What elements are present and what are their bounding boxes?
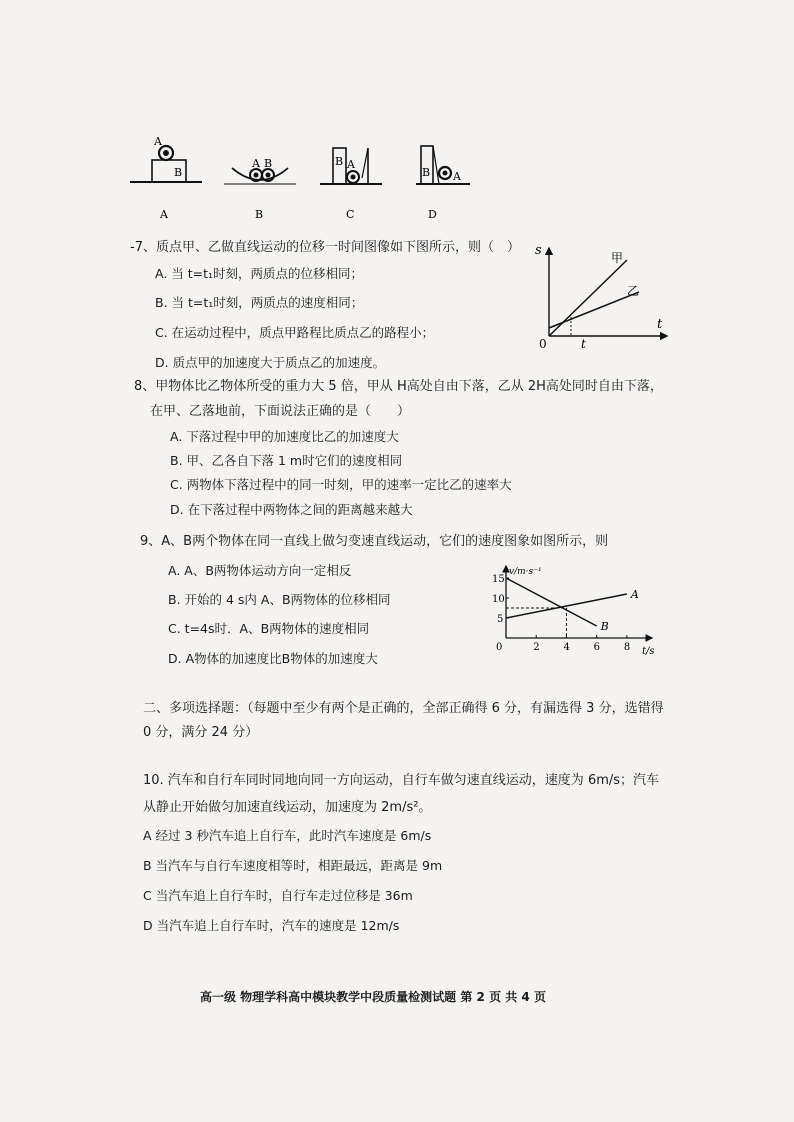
figure-c xyxy=(320,148,382,184)
vt-series-label-b: B xyxy=(600,620,609,633)
vt-y-label: v/m·s⁻¹ xyxy=(509,567,542,577)
figure-option-c: C xyxy=(346,208,355,221)
q7-stem: -7、质点甲、乙做直线运动的位移一时间图像如下图所示，则（ ） xyxy=(130,240,520,255)
vt-x-tick-label-0: 0 xyxy=(496,642,503,653)
q9-option-d: D. A物体的加速度比B物体的加速度大 xyxy=(168,651,378,666)
q7-origin: 0 xyxy=(539,337,547,351)
q9-option-b: B. 开始的 4 s内 A、B两物体的位移相同 xyxy=(168,592,391,607)
figure-a-label-a: A xyxy=(154,135,162,148)
q7-line-jia xyxy=(549,260,627,336)
figure-c-label-b: B xyxy=(335,155,344,168)
q8-option-b: B. 甲、乙各自下落 1 m时它们的速度相同 xyxy=(170,453,403,468)
q8-option-d: D. 在下落过程中两物体之间的距离越来越大 xyxy=(170,502,413,517)
q7-y-label: s xyxy=(535,243,542,258)
q10-stem-line1: 10. 汽车和自行车同时同地向同一方向运动，自行车做匀速直线运动，速度为 6m/s；汽车 xyxy=(143,773,660,788)
figure-c-label-a: A xyxy=(347,158,355,171)
section2-line1: 二、多项选择题：（每题中至少有两个是正确的，全部正确得 6 分，有漏选得 3 分，选错得 xyxy=(143,701,664,716)
q8-stem-line1: 8、甲物体比乙物体所受的重力大 5 倍，甲从 H高处自由下落，乙从 2H高处同时自由下落， xyxy=(134,379,663,394)
q10-option-c: C 当汽车追上自行车时，自行车走过位移是 36m xyxy=(143,888,413,903)
figure-b-label-b: B xyxy=(264,157,273,170)
q10-option-b: B 当汽车与自行车速度相等时，相距最远，距离是 9m xyxy=(143,858,443,873)
q8-option-c: C. 两物体下落过程中的同一时刻，甲的速率一定比乙的速率大 xyxy=(170,477,512,492)
section2-line2: 0 分，满分 24 分） xyxy=(143,725,259,740)
q10-stem-line2: 从静止开始做匀加速直线运动，加速度为 2m/s²。 xyxy=(143,800,432,815)
figure-option-d: D xyxy=(428,208,437,221)
figure-b xyxy=(224,157,296,184)
q7-option-d: D. 质点甲的加速度大于质点乙的加速度。 xyxy=(155,355,386,370)
q9-stem: 9、A、B两个物体在同一直线上做匀变速直线运动，它们的速度图象如图所示，则 xyxy=(140,534,609,549)
vt-x-tick-label-2: 2 xyxy=(533,642,540,653)
vt-x-tick-label-8: 8 xyxy=(623,642,631,653)
q7-line-yi xyxy=(549,292,639,328)
q7-label-jia: 甲 xyxy=(611,251,624,265)
figure-d-label-b: B xyxy=(422,166,431,179)
figure-b-label-a: A xyxy=(252,157,260,170)
q7-st-graph xyxy=(535,240,675,352)
q7-option-a: A. 当 t=t₁时刻，两质点的位移相同； xyxy=(155,266,364,281)
q10-option-d: D 当汽车追上自行车时，汽车的速度是 12m/s xyxy=(143,918,400,933)
vt-x-label: t/s xyxy=(642,646,655,657)
q7-x-label: t xyxy=(657,317,663,332)
q7-option-b: B. 当 t=t₁时刻，两质点的速度相同； xyxy=(155,295,364,310)
vt-y-tick-label-15: 15 xyxy=(492,574,505,585)
q7-label-yi: 乙 xyxy=(627,284,640,298)
q9-option-c: C. t=4s时．A、B两物体的速度相同 xyxy=(168,621,370,636)
top-figures xyxy=(120,130,480,225)
q7-t1-label: t xyxy=(581,337,586,351)
figure-d-label-a: A xyxy=(453,170,461,183)
vt-x-tick-label-4: 4 xyxy=(563,642,570,653)
page-footer: 高一级 物理学科高中模块教学中段质量检测试题 第 2 页 共 4 页 xyxy=(200,990,546,1004)
vt-y-tick-label-5: 5 xyxy=(497,614,504,625)
q8-option-a: A. 下落过程中甲的加速度比乙的加速度大 xyxy=(170,429,399,444)
q9-vt-chart xyxy=(490,562,662,658)
figure-a xyxy=(130,135,202,182)
vt-x-tick-label-6: 6 xyxy=(593,642,601,653)
q8-stem-line2: 在甲、乙落地前，下面说法正确的是（ ） xyxy=(150,404,411,419)
q10-option-a: A 经过 3 秒汽车追上自行车，此时汽车速度是 6m/s xyxy=(143,828,432,843)
figure-option-b: B xyxy=(255,208,264,221)
q7-option-c: C. 在运动过程中，质点甲路程比质点乙的路程小； xyxy=(155,325,435,340)
vt-series-label-a: A xyxy=(630,588,639,601)
q9-option-a: A. A、B两物体运动方向一定相反 xyxy=(168,563,352,578)
vt-y-tick-label-10: 10 xyxy=(492,594,505,605)
figure-d xyxy=(416,146,470,184)
figure-option-a: A xyxy=(160,208,168,221)
figure-a-label-b: B xyxy=(174,166,183,179)
